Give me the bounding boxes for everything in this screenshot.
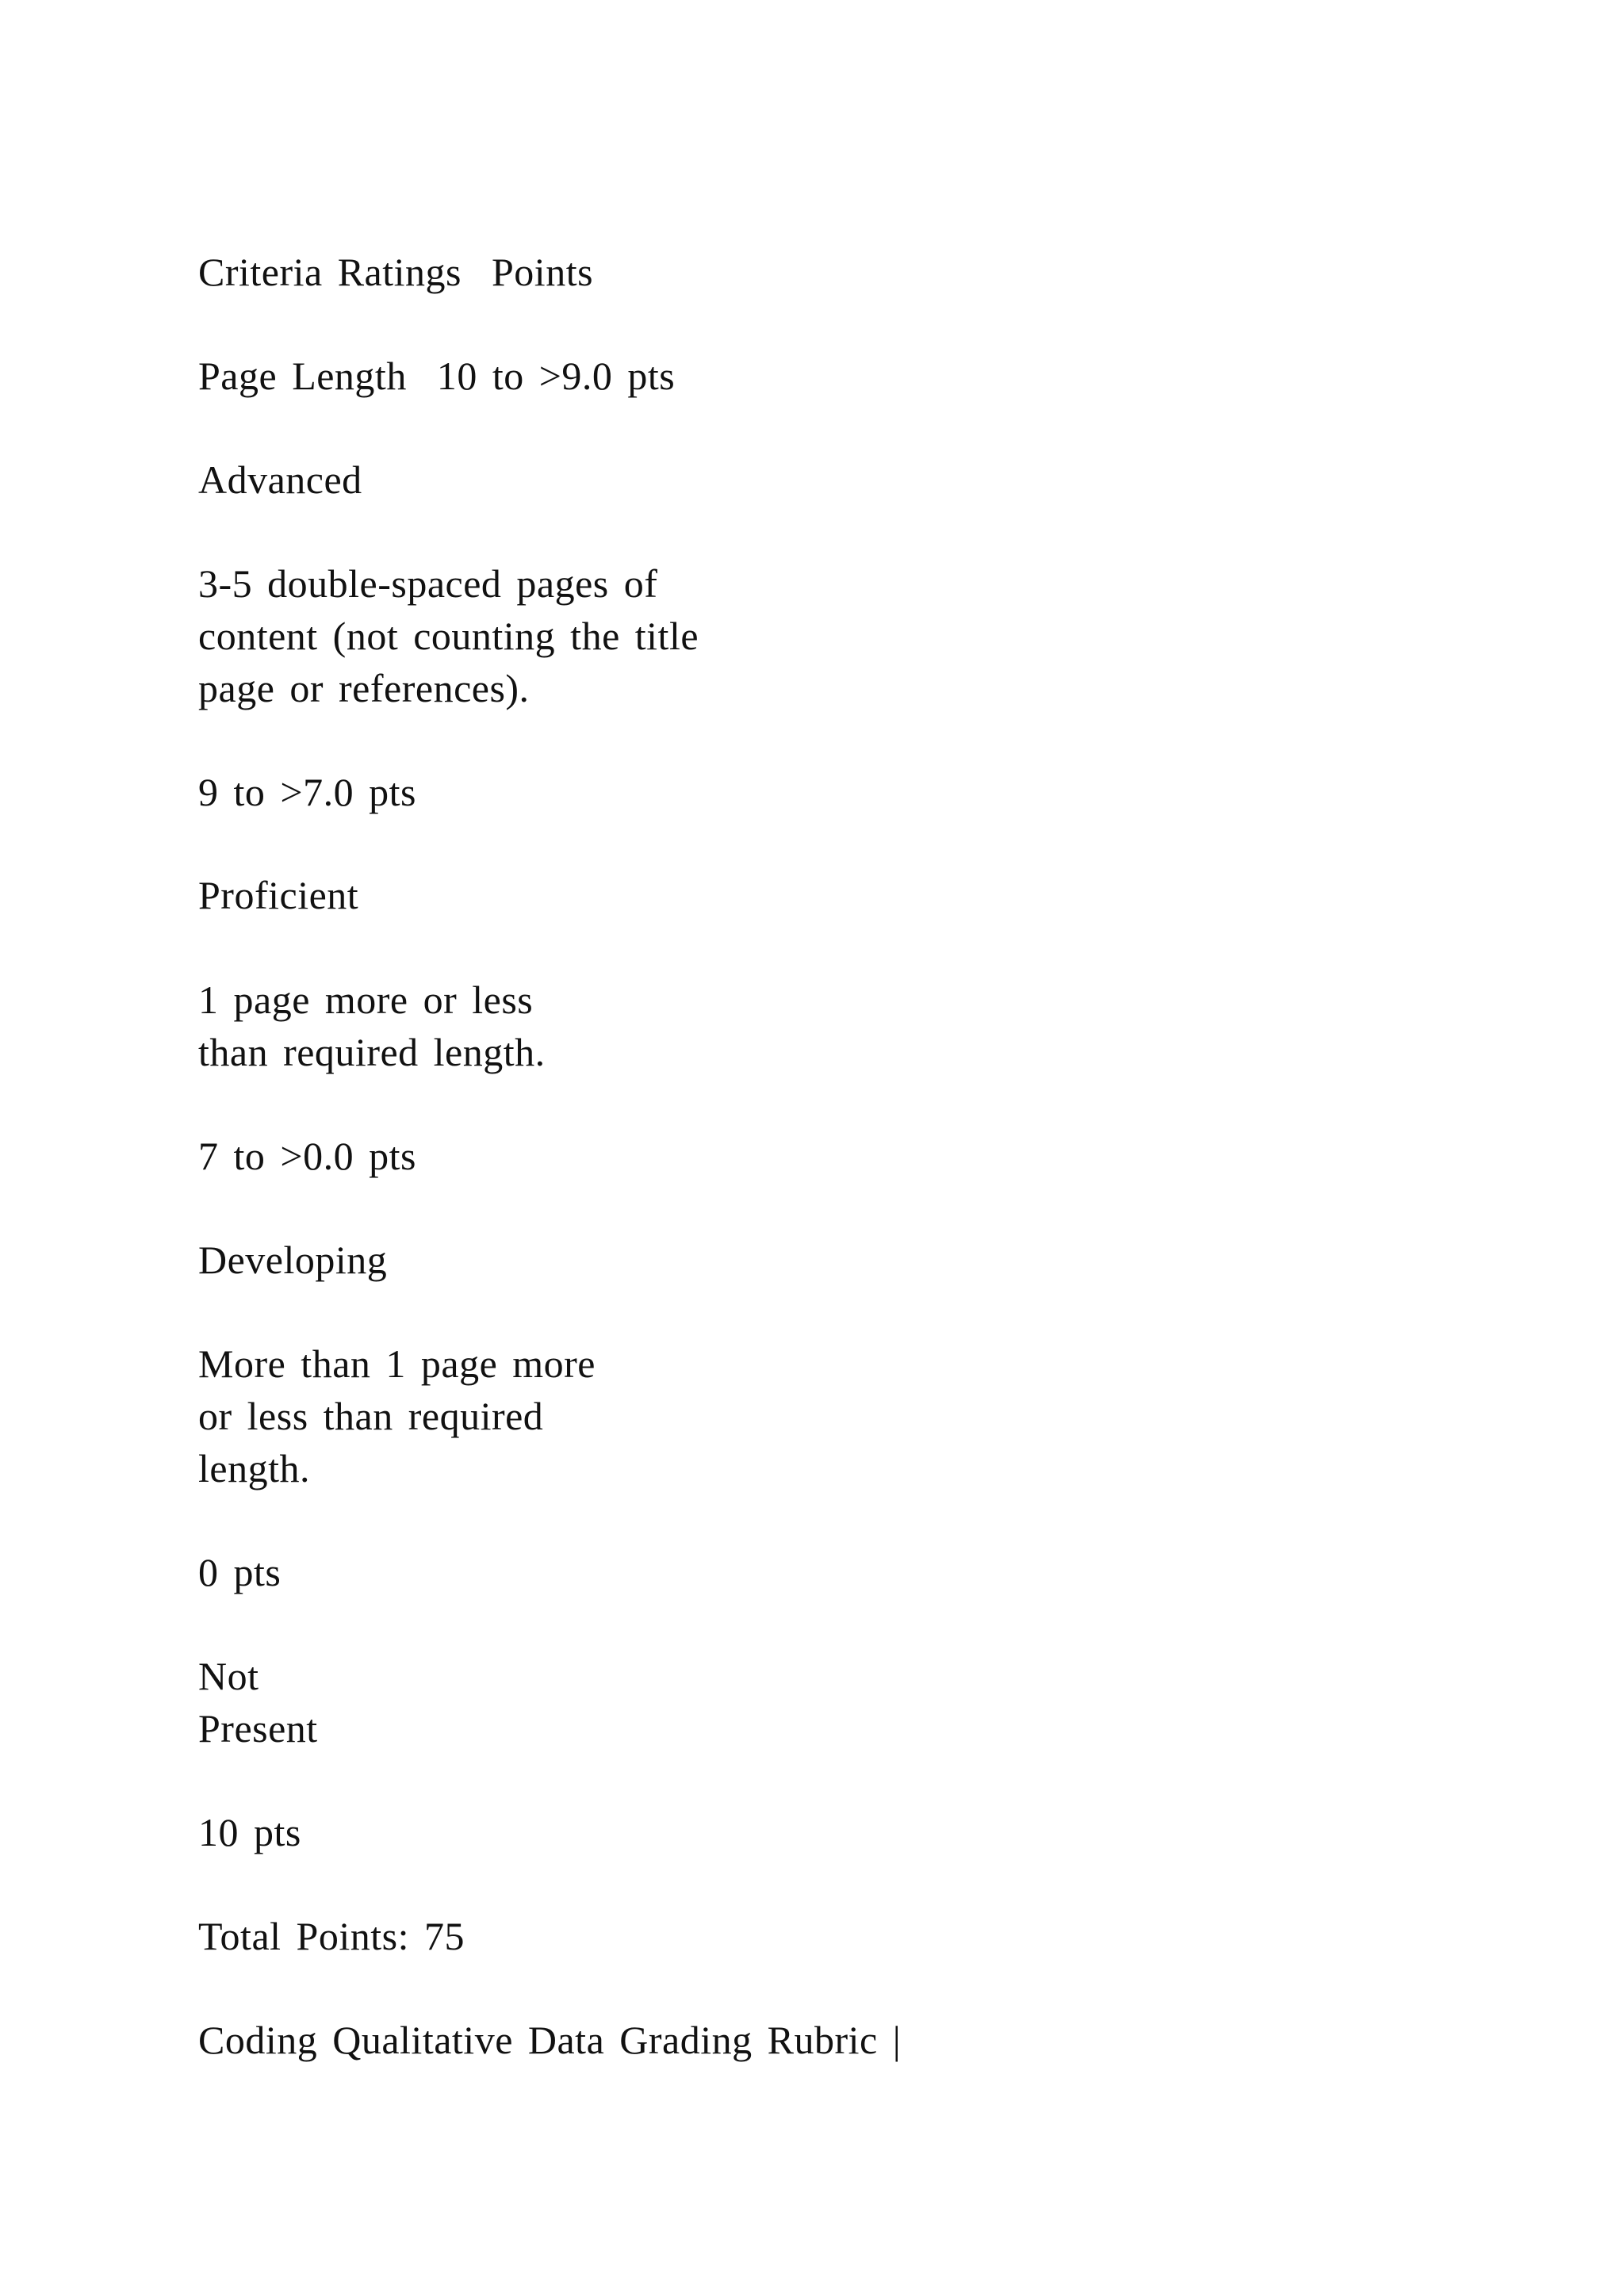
total-points: Total Points: 75 <box>198 1914 465 1958</box>
rating-proficient-description: 1 page more or less than required length. <box>198 978 546 1074</box>
criterion-points: 10 pts <box>198 1810 301 1854</box>
rating-developing-label: Developing <box>198 1238 388 1282</box>
rating-proficient-label: Proficient <box>198 873 359 917</box>
rubric-header-row: Criteria Ratings Points <box>198 250 594 294</box>
rating-not-present-label: Not Present <box>198 1654 318 1751</box>
rating-advanced-label: Advanced <box>198 457 362 502</box>
rating-developing-points: 7 to >0.0 pts <box>198 1134 416 1178</box>
criterion-page-length: Page Length 10 to >9.0 pts <box>198 354 676 398</box>
rubric-title: Coding Qualitative Data Grading Rubric | <box>198 2018 902 2062</box>
rating-developing-description: More than 1 page more or less than required length. <box>198 1341 596 1490</box>
rating-proficient-points: 9 to >7.0 pts <box>198 770 416 814</box>
rating-advanced-description: 3-5 double-spaced pages of content (not counting the title page or references). <box>198 561 699 710</box>
rating-not-present-points: 0 pts <box>198 1550 282 1594</box>
